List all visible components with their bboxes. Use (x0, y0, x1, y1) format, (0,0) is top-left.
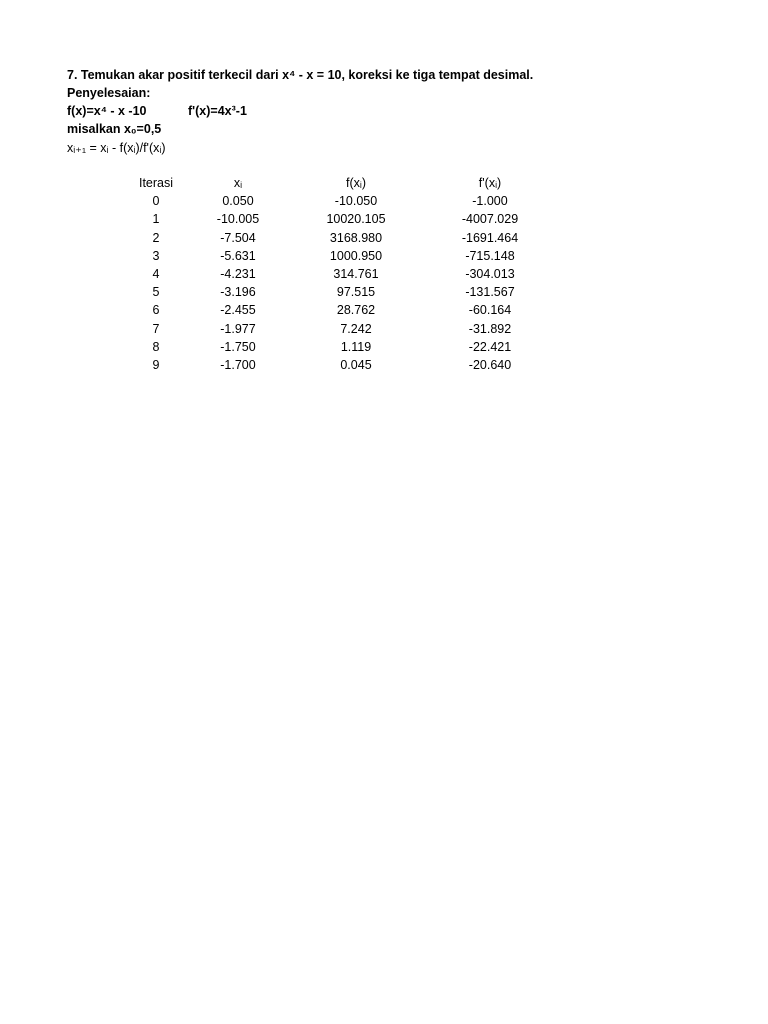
cell-iterasi: 0 (152, 194, 160, 209)
cell-fxi: 1.119 (340, 339, 372, 354)
table-row (118, 283, 550, 301)
cell-dfxi: -20.640 (468, 357, 512, 372)
table-row (118, 192, 550, 210)
solution-heading: Penyelesaian: (67, 86, 151, 100)
table-row (118, 356, 550, 374)
cell-dfxi: -304.013 (465, 267, 515, 282)
cell-iterasi: 6 (152, 303, 160, 318)
table-row (118, 210, 550, 228)
cell-dfxi: -131.567 (465, 285, 515, 300)
cell-fxi: 7.242 (340, 321, 372, 336)
problem-statement: 7. Temukan akar positif terkecil dari x⁴ - x = 10, koreksi ke tiga tempat desimal. (67, 68, 534, 82)
cell-xi: -2.455 (220, 303, 256, 318)
cell-dfxi: -1.000 (472, 194, 508, 209)
derivative-definition: f'(x)=4x³-1 (188, 104, 247, 118)
cell-iterasi: 1 (152, 212, 160, 227)
cell-dfxi: -31.892 (468, 321, 512, 336)
cell-xi: -1.750 (220, 339, 256, 354)
cell-fxi: 97.515 (336, 285, 376, 300)
newton-formula: xᵢ₊₁ = xᵢ - f(xᵢ)/f'(xᵢ) (67, 141, 166, 155)
table-row (118, 247, 550, 265)
cell-fxi: 314.761 (333, 267, 379, 282)
cell-dfxi: -715.148 (465, 248, 515, 263)
function-row (67, 102, 247, 120)
initial-guess: misalkan x₀=0,5 (67, 122, 162, 136)
cell-xi: -1.977 (220, 321, 256, 336)
table-row (118, 229, 550, 247)
cell-iterasi: 9 (152, 357, 160, 372)
cell-iterasi: 5 (152, 285, 160, 300)
cell-dfxi: -1691.464 (461, 230, 519, 245)
header-xi: xᵢ (233, 176, 243, 191)
cell-iterasi: 4 (152, 267, 160, 282)
cell-dfxi: -4007.029 (461, 212, 519, 227)
cell-iterasi: 7 (152, 321, 160, 336)
table-body (118, 192, 550, 374)
cell-xi: -10.005 (216, 212, 260, 227)
cell-fxi: 3168.980 (329, 230, 383, 245)
cell-fxi: 0.045 (340, 357, 372, 372)
cell-dfxi: -60.164 (468, 303, 512, 318)
iteration-table (118, 174, 550, 374)
cell-xi: 0.050 (222, 194, 254, 209)
cell-fxi: -10.050 (334, 194, 378, 209)
cell-fxi: 10020.105 (326, 212, 386, 227)
table-header-row (118, 174, 550, 192)
cell-dfxi: -22.421 (468, 339, 512, 354)
cell-iterasi: 2 (152, 230, 160, 245)
cell-xi: -4.231 (220, 267, 256, 282)
table-row (118, 320, 550, 338)
header-fxi: f(xᵢ) (345, 176, 366, 191)
cell-fxi: 28.762 (336, 303, 376, 318)
table-row (118, 265, 550, 283)
table-row (118, 338, 550, 356)
cell-iterasi: 8 (152, 339, 160, 354)
header-iterasi: Iterasi (138, 176, 174, 191)
cell-xi: -5.631 (220, 248, 256, 263)
cell-xi: -3.196 (220, 285, 256, 300)
cell-iterasi: 3 (152, 248, 160, 263)
header-dfxi: f'(xᵢ) (478, 176, 502, 191)
cell-fxi: 1000.950 (329, 248, 383, 263)
cell-xi: -7.504 (220, 230, 256, 245)
table-row (118, 301, 550, 319)
function-definition: f(x)=x⁴ - x -10 (67, 104, 147, 118)
cell-xi: -1.700 (220, 357, 256, 372)
